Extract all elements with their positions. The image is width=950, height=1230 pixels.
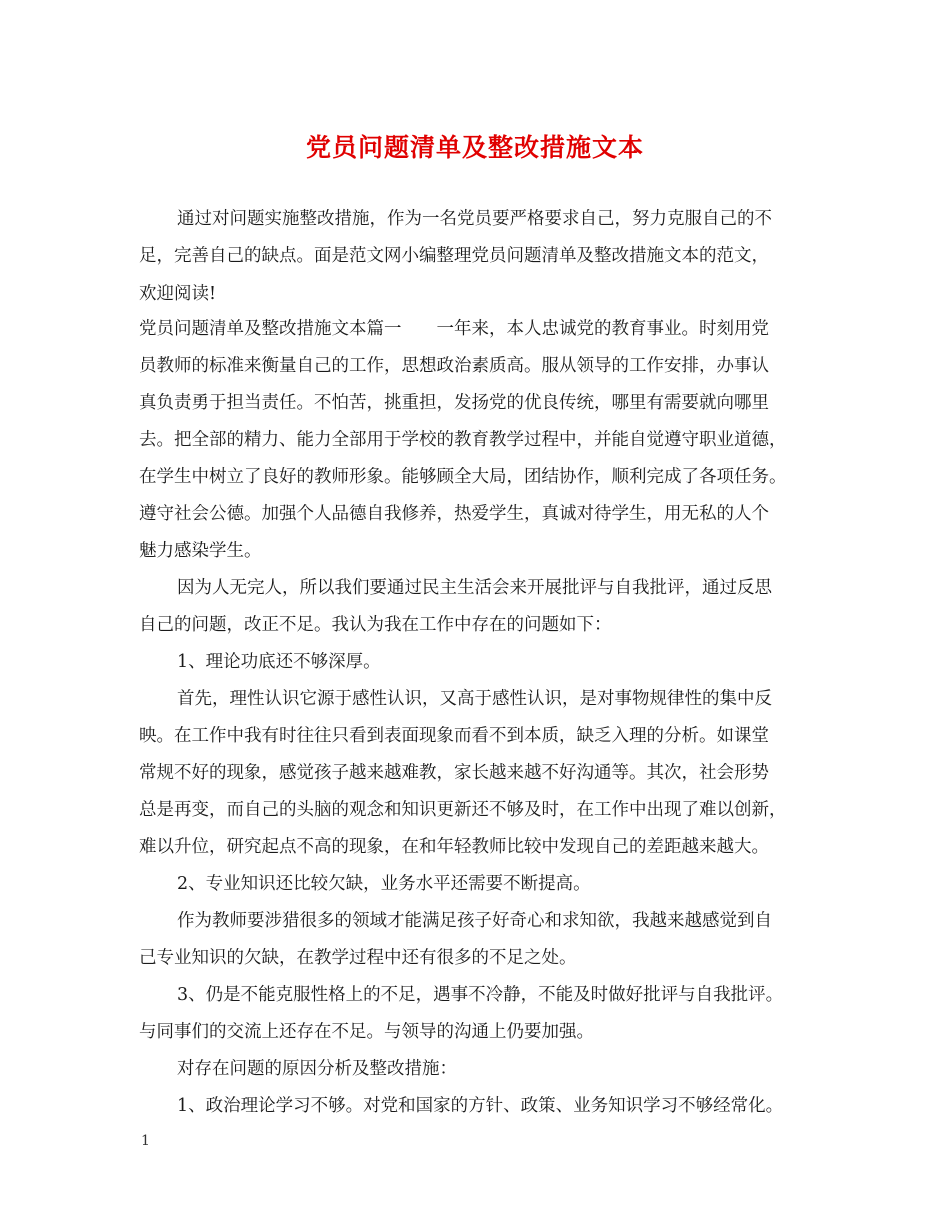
paragraph-line: 遵守社会公德。加强个人品德自我修养，热爱学生，真诚对待学生，用无私的人个 <box>139 504 769 524</box>
paragraph-line: 作为教师要涉猎很多的领域才能满足孩子好奇心和求知欲，我越来越感觉到自 <box>177 911 772 931</box>
paragraph-line: 欢迎阅读! <box>139 284 217 304</box>
page-number: 1 <box>141 1133 150 1149</box>
paragraph-line: 党员问题清单及整改措施文本篇一 一年来，本人忠诚党的教育事业。时刻用党 <box>139 319 769 339</box>
paragraph-line: 通过对问题实施整改措施，作为一名党员要严格要求自己，努力克服自己的不 <box>177 209 772 229</box>
paragraph-line: 己专业知识的欠缺，在教学过程中还有很多的不足之处。 <box>139 948 577 968</box>
list-heading: 1、政治理论学习不够。对党和国家的方针、政策、业务知识学习不够经常化。 <box>177 1096 784 1116</box>
paragraph-line: 映。在工作中我有时往往只看到表面现象而看不到本质，缺乏入理的分析。如课堂 <box>139 726 769 746</box>
paragraph-line: 足，完善自己的缺点。面是范文网小编整理党员问题清单及整改措施文本的范文， <box>139 246 769 266</box>
paragraph-line: 难以升位，研究起点不高的现象，在和年轻教师比较中发现自己的差距越来越大。 <box>139 837 769 857</box>
list-heading: 2、专业知识还比较欠缺，业务水平还需要不断提高。 <box>177 874 591 894</box>
paragraph-line: 常规不好的现象，感觉孩子越来越难教，家长越来越不好沟通等。其次，社会形势 <box>139 763 769 783</box>
document-title: 党员问题清单及整改措施文本 <box>305 133 644 162</box>
paragraph-line: 魅力感染学生。 <box>139 541 262 561</box>
paragraph-line: 首先，理性认识它源于感性认识，又高于感性认识，是对事物规律性的集中反 <box>177 689 772 709</box>
list-heading: 1、理论功底还不够深厚。 <box>177 652 381 672</box>
paragraph-line: 与同事们的交流上还存在不足。与领导的沟通上仍要加强。 <box>139 1022 594 1042</box>
paragraph-line: 真负责勇于担当责任。不怕苦，挑重担，发扬党的优良传统，哪里有需要就向哪里 <box>139 393 769 413</box>
paragraph-line: 自己的问题，改正不足。我认为我在工作中存在的问题如下： <box>139 615 612 635</box>
paragraph-line: 员教师的标准来衡量自己的工作，思想政治素质高。服从领导的工作安排，办事认 <box>139 356 769 376</box>
paragraph-line: 在学生中树立了良好的教师形象。能够顾全大局，团结协作，顺利完成了各项任务。 <box>139 467 787 487</box>
list-heading: 3、仍是不能克服性格上的不足，遇事不冷静，不能及时做好批评与自我批评。 <box>177 985 784 1005</box>
paragraph-line: 去。把全部的精力、能力全部用于学校的教育教学过程中，并能自觉遵守职业道德， <box>139 430 787 450</box>
section-heading: 对存在问题的原因分析及整改措施： <box>177 1059 457 1079</box>
paragraph-line: 总是再变，而自己的头脑的观念和知识更新还不够及时，在工作中出现了难以创新， <box>139 800 787 820</box>
paragraph-line: 因为人无完人，所以我们要通过民主生活会来开展批评与自我批评，通过反思 <box>177 578 772 598</box>
